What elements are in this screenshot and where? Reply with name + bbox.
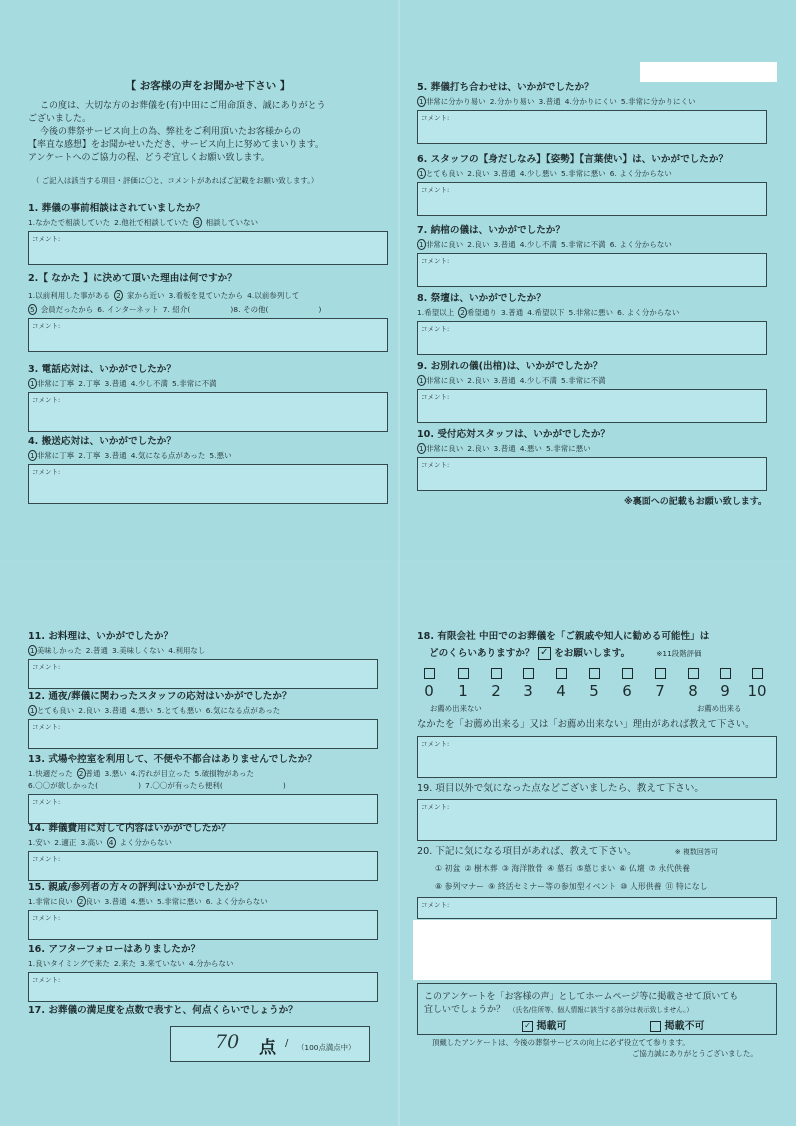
- option[interactable]: 3.普通: [501, 308, 524, 317]
- low-label: お薦め出来ない: [430, 704, 482, 713]
- q4-title: 4. 搬送応対は、いかがでしたか？: [28, 436, 176, 447]
- scale-number: 8: [688, 682, 698, 700]
- q12-comment-box[interactable]: [28, 719, 378, 749]
- q16-comment-box[interactable]: [28, 972, 378, 1002]
- q4-comment-box[interactable]: [28, 464, 388, 504]
- publish-ok-label: 掲載可: [536, 1021, 567, 1032]
- q6-comment-box[interactable]: [417, 182, 767, 216]
- option[interactable]: 2.来た: [113, 959, 137, 968]
- q8-title: 8. 祭壇は、いかがでしたか？: [417, 293, 546, 304]
- option[interactable]: 3.普通: [493, 376, 516, 385]
- score-unit: 点: [259, 1038, 276, 1058]
- option[interactable]: 4.希望以下: [527, 308, 565, 317]
- q18-comment-box[interactable]: [417, 736, 777, 778]
- option[interactable]: 1.良いタイミングで来た: [28, 959, 110, 968]
- option[interactable]: 2.良い: [467, 376, 490, 385]
- option[interactable]: 4.利用なし: [168, 646, 206, 655]
- q15-comment-box[interactable]: [28, 910, 378, 940]
- q17-title: 17. お葬儀の満足度を点数で表すと、何点くらいでしょうか？: [28, 1005, 298, 1016]
- option[interactable]: 1.快適だった: [28, 769, 73, 778]
- q2-comment-box[interactable]: [28, 318, 388, 352]
- footer-line2: ご協力誠にありがとうございました。: [632, 1049, 758, 1058]
- option[interactable]: 4.悪い: [130, 897, 153, 906]
- question-19: [417, 780, 777, 841]
- option[interactable]: 3.普通: [538, 97, 561, 106]
- option[interactable]: ⑧ 参列マナー: [435, 882, 485, 891]
- question-13: [28, 751, 378, 824]
- comment-label: コメント:: [421, 803, 450, 811]
- option: ): [138, 781, 142, 790]
- comment-label: コメント:: [421, 114, 450, 122]
- option[interactable]: 6. よく分からない: [205, 897, 268, 906]
- question-20: [417, 843, 777, 919]
- option[interactable]: 7. 紹介(: [162, 305, 191, 314]
- option[interactable]: 非常に良い: [425, 444, 464, 453]
- option[interactable]: 非常に分かり易い: [425, 97, 486, 106]
- q3-comment-box[interactable]: [28, 392, 388, 432]
- publish-ng-option[interactable]: [650, 1017, 704, 1032]
- option[interactable]: 2.良い: [467, 169, 490, 178]
- publish-note: （氏名/住所等、個人情報に該当する部分は表示致しません。）: [509, 1006, 693, 1014]
- selected-circle[interactable]: 1: [30, 646, 35, 655]
- q5-comment-box[interactable]: [417, 110, 767, 144]
- scale-number: 5: [589, 682, 599, 700]
- publish-line2: 宜しいでしょうか？: [424, 1005, 506, 1015]
- option[interactable]: 6. よく分からない: [609, 240, 672, 249]
- option[interactable]: 1.非常に良い: [28, 897, 73, 906]
- option[interactable]: 3.普通: [104, 379, 127, 388]
- nps-checkbox-1[interactable]: [458, 668, 469, 679]
- q12-title: 12. 通夜/葬儀に関わったスタッフの応対はいかがでしたか？: [28, 691, 292, 702]
- option[interactable]: ④ 墓石: [547, 864, 573, 873]
- q15-title: 15. 親戚/参列者の方々の評判はいかがでしたか？: [28, 882, 244, 893]
- option[interactable]: 3.看板を見ていたから: [168, 291, 244, 300]
- comment-label: コメント:: [32, 235, 61, 243]
- option[interactable]: 美味しかった: [36, 646, 82, 655]
- option[interactable]: 5.非常に不満: [560, 240, 606, 249]
- q18-title: 18. 有限会社 中田でのお葬儀を「ご親戚や知人に勧める可能性」は: [417, 631, 710, 642]
- option[interactable]: 2.丁寧: [78, 451, 101, 460]
- scale-number: 4: [556, 682, 566, 700]
- high-label: お薦め出来る: [697, 704, 742, 713]
- option[interactable]: 3.普通: [104, 451, 127, 460]
- q5-options: [417, 96, 767, 107]
- selected-circle[interactable]: 1: [419, 97, 424, 106]
- q20-title-row: [417, 843, 777, 857]
- checkmark-icon: ✓: [538, 647, 551, 660]
- comment-label: コメント:: [32, 855, 61, 863]
- question-7: [417, 222, 767, 287]
- option: ): [318, 305, 322, 314]
- option[interactable]: ⑨ 終活セミナー等の参加型イベント: [488, 882, 617, 891]
- selected-circle[interactable]: 1: [419, 376, 424, 385]
- option[interactable]: 2.丁寧: [78, 379, 101, 388]
- q11-comment-box[interactable]: [28, 659, 378, 689]
- option[interactable]: 6. よく分からない: [617, 308, 680, 317]
- q12-options: [28, 705, 378, 716]
- q18-subtitle: [417, 645, 777, 660]
- option[interactable]: 6.気になる点があった: [205, 706, 281, 715]
- nps-checkbox-4[interactable]: [556, 668, 567, 679]
- comment-label: コメント:: [421, 186, 450, 194]
- q16-title: 16. アフターフォローはありましたか？: [28, 944, 201, 955]
- q2-options-line1: [28, 290, 388, 301]
- option[interactable]: 非常に良い: [425, 376, 464, 385]
- q1-options: [28, 217, 388, 228]
- q13-options-line2: [28, 780, 378, 791]
- q10-comment-box[interactable]: [417, 457, 767, 491]
- option[interactable]: ⑥ 仏壇: [619, 864, 645, 873]
- intro-line: この度は、大切な方のお葬儀を(有)中田にご用命頂き、誠にありがとう: [40, 101, 326, 111]
- option[interactable]: 5.とても悪い: [156, 706, 202, 715]
- option[interactable]: 非常に良い: [425, 240, 464, 249]
- option[interactable]: 5.非常に悪い: [545, 444, 591, 453]
- option[interactable]: ③ 海洋散骨: [501, 864, 544, 873]
- q19-comment-box[interactable]: [417, 799, 777, 841]
- option[interactable]: 1.安い: [28, 838, 51, 847]
- question-9: [417, 358, 767, 423]
- nps-checkbox-9[interactable]: [720, 668, 731, 679]
- option[interactable]: 3.普通: [104, 897, 127, 906]
- option[interactable]: 1.希望以上: [417, 308, 455, 317]
- question-4: [28, 433, 388, 504]
- q5-title: 5. 葬儀打ち合わせは、いかがでしたか？: [417, 82, 594, 93]
- question-17: [28, 1002, 378, 1016]
- redaction-box: [413, 920, 771, 980]
- scale-number: 10: [747, 682, 767, 700]
- option[interactable]: ⑤墓じまい: [576, 864, 616, 873]
- option: ): [282, 781, 286, 790]
- q14-comment-box[interactable]: [28, 851, 378, 881]
- option[interactable]: 非常に丁寧: [36, 379, 75, 388]
- option[interactable]: 6.〇〇が欲しかった(: [28, 781, 99, 790]
- scale-number: 6: [622, 682, 632, 700]
- option[interactable]: 5.非常に分かりにくい: [620, 97, 696, 106]
- option[interactable]: 4.分からない: [188, 959, 234, 968]
- option[interactable]: 3.高い: [80, 838, 103, 847]
- q8-comment-box[interactable]: [417, 321, 767, 355]
- q18-subtitle-text: どのくらいありますか？: [429, 648, 535, 659]
- comment-label: コメント:: [32, 914, 61, 922]
- selected-circle[interactable]: 1: [419, 169, 424, 178]
- option[interactable]: 5.非常に不満: [560, 376, 606, 385]
- nps-checkbox-6[interactable]: [622, 668, 633, 679]
- question-8: [417, 290, 767, 355]
- q2-title: 2.【 なかた 】に決めて頂いた理由は何ですか？: [28, 273, 237, 284]
- q11-title: 11. お料理は、いかがでしたか？: [28, 631, 174, 642]
- comment-label: コメント:: [32, 468, 61, 476]
- publish-line2-row: [424, 1002, 693, 1015]
- comment-label: コメント:: [32, 396, 61, 404]
- option[interactable]: 4.少し悪い: [519, 169, 557, 178]
- question-3: [28, 361, 388, 432]
- q18-reason-text: なかたを「お薦め出来る」又は「お薦め出来ない」理由があれば教えて下さい。: [417, 719, 755, 730]
- selected-circle[interactable]: 2: [116, 291, 121, 300]
- option[interactable]: 4.少し不満: [519, 240, 557, 249]
- publish-consent-box: [417, 983, 777, 1035]
- option[interactable]: 3.普通: [104, 706, 127, 715]
- option[interactable]: 2.良い: [78, 706, 101, 715]
- q9-comment-box[interactable]: [417, 389, 767, 423]
- checkbox-icon: [650, 1021, 661, 1032]
- comment-label: コメント:: [32, 976, 61, 984]
- q6-options: [417, 168, 767, 179]
- q20-comment-box[interactable]: [417, 897, 777, 919]
- scale-note: ※11段階評価: [656, 649, 702, 658]
- q7-title: 7. 納棺の儀は、いかがでしたか？: [417, 225, 565, 236]
- selected-circle[interactable]: 1: [30, 379, 35, 388]
- comment-label: コメント:: [421, 740, 450, 748]
- option[interactable]: ① 初盆: [435, 864, 461, 873]
- option[interactable]: )8. その他(: [230, 305, 269, 314]
- q20-options-line1: [417, 863, 777, 874]
- score-box[interactable]: [170, 1026, 370, 1062]
- q10-title: 10. 受付応対スタッフは、いかがでしたか？: [417, 429, 611, 440]
- q19-title: 19. 項目以外で気になった点などございましたら、教えて下さい。: [417, 783, 704, 794]
- question-12: [28, 688, 378, 749]
- option[interactable]: 家から近い: [126, 291, 165, 300]
- q14-options: [28, 837, 378, 848]
- option[interactable]: ⑦ 永代供養: [648, 864, 690, 873]
- q20-note: ※ 複数回答可: [674, 848, 718, 856]
- intro-line: アンケートへのご協力の程、どうぞ宜しくお願い致します。: [28, 153, 270, 163]
- option[interactable]: とても良い: [425, 169, 464, 178]
- nps-checkbox-2[interactable]: [491, 668, 502, 679]
- nps-checkbox-5[interactable]: [589, 668, 600, 679]
- q1-title: 1. 葬儀の事前相談はされていましたか？: [28, 203, 205, 214]
- option[interactable]: 会員だったから: [40, 305, 94, 314]
- option[interactable]: 4.少し不満: [519, 376, 557, 385]
- q6-title: 6. スタッフの【身だしなみ】【姿勢】【言葉使い】は、いかがでしたか？: [417, 154, 729, 165]
- nps-checkbox-10[interactable]: [752, 668, 763, 679]
- option[interactable]: 5.非常に悪い: [156, 897, 202, 906]
- q20-options-line2: [417, 881, 777, 892]
- score-note: （100点満点中）: [297, 1043, 356, 1052]
- scale-number: 2: [491, 682, 501, 700]
- option[interactable]: 4.気になる点があった: [130, 451, 206, 460]
- question-5: [417, 79, 767, 144]
- publish-ng-label: 掲載不可: [664, 1021, 705, 1032]
- nps-checkbox-3[interactable]: [523, 668, 534, 679]
- option[interactable]: ② 樹木葬: [464, 864, 498, 873]
- publish-line1: このアンケートを「お客様の声」としてホームページ等に掲載させて頂いても: [424, 992, 739, 1002]
- publish-ok-option[interactable]: [522, 1017, 566, 1032]
- comment-label: コメント:: [32, 663, 61, 671]
- option[interactable]: 4.悪い: [519, 444, 542, 453]
- option[interactable]: 5.非常に悪い: [568, 308, 614, 317]
- option[interactable]: 3.普通: [493, 169, 516, 178]
- q7-options: [417, 239, 767, 250]
- option[interactable]: 相談していない: [205, 218, 259, 227]
- option[interactable]: 3.普通: [493, 240, 516, 249]
- q8-options: [417, 307, 767, 318]
- q15-options: [28, 896, 378, 907]
- intro-line: ございました。: [28, 114, 92, 124]
- q3-options: [28, 378, 388, 389]
- option[interactable]: 非常に丁寧: [36, 451, 75, 460]
- page-title: 【 お客様の声をお聞かせ下さい 】: [125, 80, 291, 92]
- selected-circle[interactable]: 1: [419, 444, 424, 453]
- q9-title: 9. お別れの儀(出棺)は、いかがでしたか？: [417, 361, 603, 372]
- q18-subtitle-text: をお願いします。: [554, 648, 631, 659]
- option[interactable]: 良い: [85, 897, 101, 906]
- fold-line: [398, 0, 400, 1126]
- back-note: ※裏面への記載もお願い致します。: [623, 497, 767, 507]
- q13-options-line1: [28, 768, 378, 779]
- instruction: （ ご記入は該当する項目・評価に〇と、コメントがあればご記載をお願い致します。）: [32, 176, 319, 185]
- selected-circle[interactable]: 3: [194, 218, 200, 227]
- question-1: [28, 200, 388, 265]
- comment-label: コメント:: [421, 901, 450, 909]
- question-14: [28, 820, 378, 881]
- scale-number: 0: [424, 682, 434, 700]
- comment-label: コメント:: [421, 461, 450, 469]
- scale-number: 1: [458, 682, 468, 700]
- option[interactable]: よく分からない: [119, 838, 172, 847]
- q4-options: [28, 450, 388, 461]
- option[interactable]: とても良い: [36, 706, 75, 715]
- q14-title: 14. 葬儀費用に対して内容はいかがでしたか？: [28, 823, 231, 834]
- selected-circle[interactable]: 2: [460, 308, 466, 317]
- question-2: [28, 270, 388, 352]
- option[interactable]: 普通: [85, 769, 101, 778]
- comment-label: コメント:: [421, 257, 450, 265]
- option[interactable]: 4.悪い: [130, 706, 153, 715]
- option[interactable]: 2.他社で相談していた: [114, 218, 189, 227]
- option[interactable]: 7.〇〇が有ったら便利(: [145, 781, 223, 790]
- selected-circle[interactable]: 5: [30, 305, 35, 314]
- option[interactable]: 3.来ていない: [140, 959, 185, 968]
- option[interactable]: 1.以前利用した事がある: [28, 291, 111, 300]
- q20-title: 20. 下記に気になる項目があれば、教えて下さい。: [417, 846, 637, 857]
- q1-comment-box[interactable]: [28, 231, 388, 265]
- option[interactable]: 3.普通: [493, 444, 516, 453]
- option[interactable]: 4.汚れが目立った: [130, 769, 191, 778]
- intro-line: 【率直な感想】をお聞かせいただき、サービス向上に努めてまいります。: [28, 140, 324, 150]
- scale-number: 7: [655, 682, 665, 700]
- option[interactable]: 6. インターネット: [97, 305, 159, 314]
- comment-label: コメント:: [421, 325, 450, 333]
- option[interactable]: 4.分かりにくい: [564, 97, 617, 106]
- checkmark-icon: ✓: [522, 1021, 533, 1032]
- comment-label: コメント:: [421, 393, 450, 401]
- q2-options-line2: [28, 304, 388, 315]
- option[interactable]: 2.適正: [54, 838, 77, 847]
- footer-line1: 頂戴したアンケートは、今後の葬祭サービスの向上に必ず役立てて参ります。: [432, 1038, 690, 1047]
- option[interactable]: ⑩ 人形供養: [620, 882, 662, 891]
- q16-options: [28, 958, 378, 969]
- selected-circle[interactable]: 1: [419, 240, 424, 249]
- score-value: 70: [215, 1031, 240, 1053]
- option[interactable]: 3.悪い: [104, 769, 127, 778]
- option[interactable]: 2.良い: [467, 240, 490, 249]
- q11-options: [28, 645, 378, 656]
- q3-title: 3. 電話応対は、いかがでしたか？: [28, 364, 176, 375]
- question-18: [417, 628, 777, 660]
- question-6: [417, 151, 767, 216]
- option[interactable]: 5.非常に悪い: [560, 169, 606, 178]
- q7-comment-box[interactable]: [417, 253, 767, 287]
- question-11: [28, 628, 378, 689]
- score-slash: /: [285, 1038, 289, 1049]
- selected-circle[interactable]: 2: [78, 769, 84, 778]
- option[interactable]: 3.美味しくない: [112, 646, 165, 655]
- comment-label: コメント:: [32, 723, 61, 731]
- option[interactable]: 5.悪い: [209, 451, 232, 460]
- question-16: [28, 941, 378, 1002]
- selected-circle[interactable]: 1: [30, 706, 35, 715]
- comment-label: コメント:: [32, 798, 61, 806]
- option[interactable]: 2.分かり易い: [489, 97, 535, 106]
- selected-circle[interactable]: 4: [108, 838, 114, 847]
- option[interactable]: 5.破損物があった: [194, 769, 255, 778]
- nps-checkbox-8[interactable]: [688, 668, 699, 679]
- q10-options: [417, 443, 767, 454]
- option[interactable]: 1.なかたで相談していた: [28, 218, 111, 227]
- question-10: [417, 426, 767, 507]
- option[interactable]: 2.良い: [467, 444, 490, 453]
- nps-checkbox-0[interactable]: [424, 668, 435, 679]
- scale-number: 9: [720, 682, 730, 700]
- selected-circle[interactable]: 1: [30, 451, 35, 460]
- intro-section: [28, 78, 388, 186]
- option[interactable]: 6. よく分からない: [609, 169, 672, 178]
- q13-title: 13. 式場や控室を利用して、不便や不都合はありませんでしたか？: [28, 754, 317, 765]
- nps-checkbox-7[interactable]: [655, 668, 666, 679]
- option[interactable]: ⑪ 特になし: [665, 882, 708, 891]
- selected-circle[interactable]: 2: [78, 897, 84, 906]
- question-15: [28, 879, 378, 940]
- option[interactable]: 4.少し不満: [130, 379, 168, 388]
- scale-number: 3: [523, 682, 533, 700]
- option[interactable]: 2.普通: [85, 646, 108, 655]
- comment-label: コメント:: [32, 322, 61, 330]
- option[interactable]: 5.非常に不満: [171, 379, 217, 388]
- question-18-reason: [417, 716, 777, 778]
- option[interactable]: 4.以前参列して: [247, 291, 300, 300]
- option[interactable]: 希望通り: [467, 308, 497, 317]
- q9-options: [417, 375, 767, 386]
- intro-line: 今後の葬祭サービス向上の為、弊社をご利用頂いたお客様からの: [40, 127, 302, 137]
